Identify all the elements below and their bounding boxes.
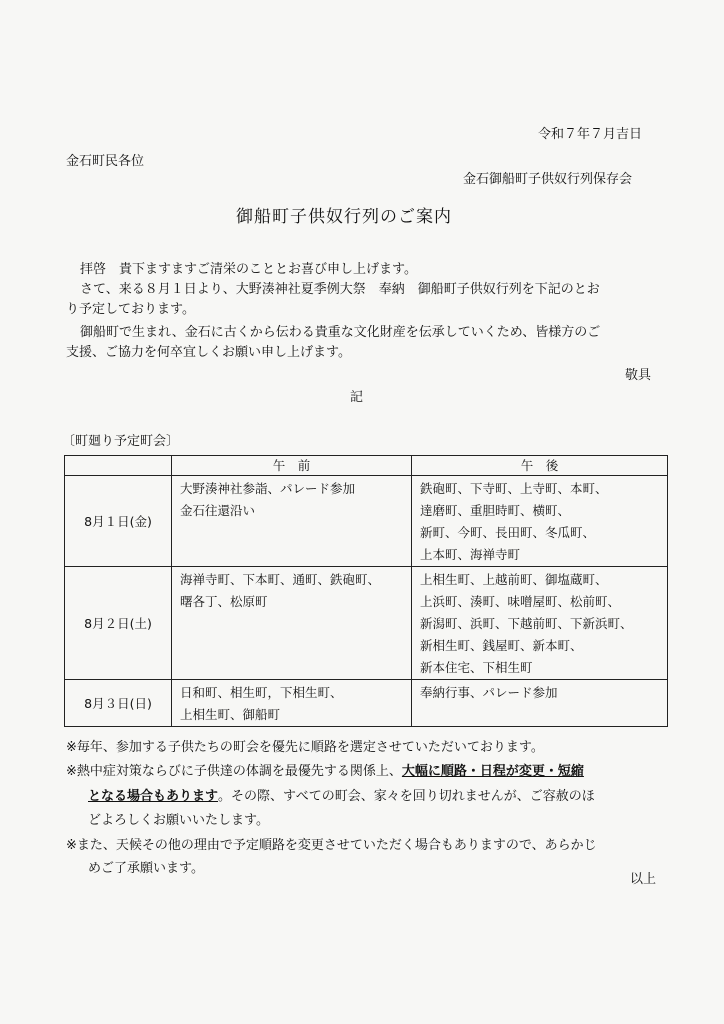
pm-cell [412, 476, 668, 567]
header-pm: 午 後 [412, 456, 668, 476]
date-cell: 8月３日(日) [65, 680, 172, 727]
body-line-1: さて、来る８月１日より、大野湊神社夏季例大祭 奉納 御船町子供奴行列を下記のとお [80, 282, 600, 297]
note-2-text-cont: 。その際、すべての町会、家々を回り切れませんが、ご容赦のほ [218, 789, 595, 804]
pm-line: 新町、今町、長田町、冬瓜町、 [420, 525, 596, 540]
body-line-4: 支援、ご協力を何卒宜しくお願い申し上げます。 [66, 345, 351, 360]
header-empty [65, 456, 172, 476]
table-caption: 〔町廻り予定町会〕 [62, 434, 180, 449]
table-header-row [65, 456, 668, 476]
body-line-2: り予定しております。 [66, 302, 195, 317]
header-am: 午 前 [172, 456, 412, 476]
pm-line: 奉納行事、パレード参加 [420, 685, 558, 700]
am-line: 上相生町、御船町 [180, 707, 281, 722]
ki-label: 記 [350, 390, 364, 405]
pm-cell [412, 680, 668, 727]
issue-date: 令和７年７月吉日 [538, 127, 643, 142]
am-cell [172, 476, 412, 567]
pm-line: 新本住宅、下相生町 [420, 660, 533, 675]
am-line: 大野湊神社参詣、パレード参加 [180, 481, 356, 496]
note-1: ※毎年、参加する子供たちの町会を優先に順路を選定させていただいております。 [66, 740, 544, 755]
note-2-line-1 [66, 760, 584, 784]
pm-line: 鉄砲町、下寺町、上寺町、本町、 [420, 481, 608, 496]
pm-line: 上相生町、上越前町、御塩蔵町、 [420, 572, 608, 587]
closing-ijo: 以上 [630, 872, 657, 887]
page-title: 御船町子供奴行列のご案内 [236, 207, 452, 227]
sender: 金石御船町子供奴行列保存会 [463, 172, 633, 187]
schedule-table [64, 455, 668, 727]
pm-line: 新潟町、浜町、下越前町、下新浜町、 [420, 616, 633, 631]
date-cell: 8月２日(土) [65, 567, 172, 680]
closing-keigu: 敬具 [625, 368, 652, 383]
note-2-emphasis: 大幅に順路・日程が変更・短縮 [401, 764, 584, 779]
am-line: 曙各丁、松原町 [180, 594, 268, 609]
am-line: 金石往還沿い [180, 503, 256, 518]
am-line: 海禅寺町、下本町、通町、鉄砲町、 [180, 572, 381, 587]
table-row [65, 680, 668, 727]
pm-cell [412, 567, 668, 680]
am-cell [172, 567, 412, 680]
greeting-line: 拝啓 貴下ますますご清栄のこととお喜び申し上げます。 [80, 262, 417, 277]
note-2-line-2 [88, 785, 595, 809]
body-line-3: 御船町で生まれ、金石に古くから伝わる貴重な文化財産を伝承していくため、皆様方のご [80, 325, 601, 340]
addressee: 金石町民各位 [66, 154, 145, 169]
table-row [65, 567, 668, 680]
pm-line: 新相生町、銭屋町、新本町、 [420, 638, 583, 653]
note-2-line-3: どよろしくお願いいたします。 [88, 813, 269, 828]
note-2-emphasis-cont: となる場合もあります [88, 789, 219, 804]
pm-line: 上本町、海禅寺町 [420, 547, 521, 562]
date-cell: 8月１日(金) [65, 476, 172, 567]
am-line: 日和町、相生町，下相生町、 [180, 685, 343, 700]
table-row [65, 476, 668, 567]
pm-line: 上浜町、湊町、味噌屋町、松前町、 [420, 594, 621, 609]
note-3-line-2: めご了承願います。 [88, 861, 204, 876]
note-3-line-1: ※また、天候その他の理由で予定順路を変更させていただく場合もありますので、あらかじ [66, 838, 597, 853]
am-cell [172, 680, 412, 727]
pm-line: 達磨町、重胆時町、横町、 [420, 503, 571, 518]
note-2-text: ※熱中症対策ならびに子供達の体調を最優先する関係上、 [66, 764, 402, 779]
